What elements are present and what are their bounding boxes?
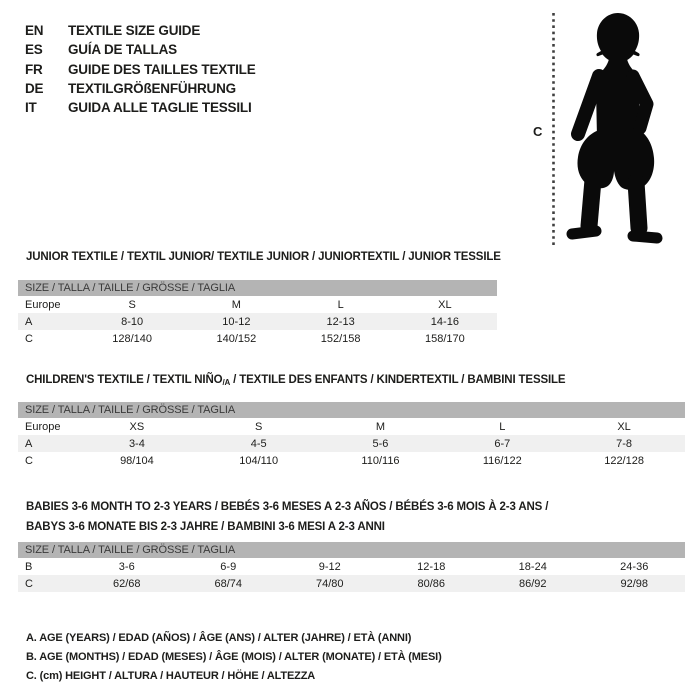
size-cell: 7-8 xyxy=(616,437,633,450)
lang-title: GUIDE DES TAILLES TEXTILE xyxy=(68,61,256,77)
lang-code: EN xyxy=(25,23,44,38)
size-cell: 14-16 xyxy=(430,315,459,328)
lang-code: IT xyxy=(25,100,37,116)
junior-textile-title: JUNIOR TEXTILE / TEXTIL JUNIOR/ TEXTILE JUNIOR / JUNIORTEXTIL / JUNIOR TESSILE xyxy=(26,251,501,263)
lang-row-en xyxy=(25,21,256,40)
row-label: Europe xyxy=(25,298,61,311)
size-cell: M xyxy=(375,420,386,433)
table-row-age xyxy=(18,313,497,330)
size-cell: 18-24 xyxy=(518,560,547,573)
title-text: CHILDREN'S TEXTILE / TEXTIL NIÑO xyxy=(26,374,223,386)
lang-row-it xyxy=(25,98,256,117)
row-label: C xyxy=(25,332,33,345)
lang-title: GUIDA ALLE TAGLIE TESSILI xyxy=(68,100,252,116)
lang-code: FR xyxy=(25,61,43,77)
height-measure-figure xyxy=(528,8,696,256)
lang-title: TEXTILGRÖßENFÜHRUNG xyxy=(68,80,236,96)
footnote-age-months: B. AGE (MONTHS) / EDAD (MESES) / ÂGE (MOIS) / ALTER (MONATE) / ETÀ (MESI) xyxy=(26,651,442,663)
lang-row-de xyxy=(25,79,256,98)
footnote-age-years: A. AGE (YEARS) / EDAD (AÑOS) / ÂGE (ANS) / ALTER (JAHRE) / ETÀ (ANNI) xyxy=(26,632,412,644)
lang-row-fr xyxy=(25,60,256,79)
row-label: A xyxy=(25,437,33,450)
size-cell: M xyxy=(231,298,241,311)
toddler-silhouette xyxy=(572,13,657,238)
size-cell: 8-10 xyxy=(121,315,144,328)
size-cell: 3-4 xyxy=(128,437,145,450)
size-cell: 80/86 xyxy=(417,577,446,590)
table-row-age xyxy=(18,435,685,452)
size-header-band: SIZE / TALLA / TAILLE / GRÖSSE / TAGLIA xyxy=(18,542,685,558)
table-row-height xyxy=(18,575,685,592)
size-cell: 128/140 xyxy=(112,332,152,345)
table-row-europe xyxy=(18,296,497,313)
babies-textile-title xyxy=(26,497,548,537)
junior-textile-table xyxy=(18,280,497,347)
size-cell: XS xyxy=(129,420,145,433)
size-cell: S xyxy=(128,298,136,311)
lang-code: ES xyxy=(25,42,43,58)
size-cell: 104/110 xyxy=(239,454,279,467)
table-row-months xyxy=(18,558,685,575)
height-measure-label: C xyxy=(533,124,543,139)
size-cell: 152/158 xyxy=(320,332,361,345)
table-row-europe xyxy=(18,418,685,435)
size-cell: 68/74 xyxy=(214,577,243,590)
size-cell: 86/92 xyxy=(518,577,547,590)
childrens-textile-table xyxy=(18,402,685,469)
size-cell: 4-5 xyxy=(250,437,267,450)
size-cell: L xyxy=(499,420,506,433)
toddler-silhouette-graphic xyxy=(528,8,696,256)
size-cell: XL xyxy=(438,298,452,311)
row-label: A xyxy=(25,315,33,328)
size-cell: 3-6 xyxy=(118,560,135,573)
language-title-list xyxy=(25,21,256,117)
size-cell: 122/128 xyxy=(604,454,644,467)
title-text: / TEXTILE DES ENFANTS / KINDERTEXTIL / BAMBINI TESSILE xyxy=(230,374,566,386)
title-subscript: /A xyxy=(222,378,231,387)
size-cell: 9-12 xyxy=(318,560,341,573)
size-header-band: SIZE / TALLA / TAILLE / GRÖSSE / TAGLIA xyxy=(18,402,685,418)
size-cell: 116/122 xyxy=(482,454,522,467)
size-cell: 24-36 xyxy=(620,560,649,573)
lang-title: GUÍA DE TALLAS xyxy=(68,42,177,58)
size-cell: 74/80 xyxy=(315,577,344,590)
row-label: Europe xyxy=(25,420,61,433)
babies-textile-table xyxy=(18,542,685,592)
size-cell: 6-7 xyxy=(494,437,511,450)
row-label: C xyxy=(25,577,33,590)
size-cell: 140/152 xyxy=(216,332,257,345)
size-cell: L xyxy=(337,298,344,311)
table-row-height xyxy=(18,330,497,347)
size-header-band: SIZE / TALLA / TAILLE / GRÖSSE / TAGLIA xyxy=(18,280,497,296)
size-cell: S xyxy=(255,420,263,433)
footnote-height: C. (cm) HEIGHT / ALTURA / HAUTEUR / HÖHE / ALTEZZA xyxy=(26,670,316,682)
childrens-textile-title xyxy=(26,374,565,387)
size-cell: 98/104 xyxy=(120,454,154,467)
row-label: B xyxy=(25,560,33,573)
babies-title-line1: BABIES 3-6 MONTH TO 2-3 YEARS / BEBÉS 3-6 MESES A 2-3 AÑOS / BÉBÉS 3-6 MOIS À 2-3 ANS / xyxy=(26,501,549,513)
size-cell: XL xyxy=(617,420,631,433)
footnote-legend xyxy=(26,629,442,686)
size-cell: 92/98 xyxy=(620,577,649,590)
size-cell: 12-13 xyxy=(326,315,355,328)
size-cell: 110/116 xyxy=(361,454,400,467)
size-cell: 5-6 xyxy=(372,437,389,450)
lang-title: TEXTILE SIZE GUIDE xyxy=(68,23,201,38)
table-row-height xyxy=(18,452,685,469)
size-cell: 10-12 xyxy=(222,315,251,328)
lang-code: DE xyxy=(25,80,44,96)
size-cell: 158/170 xyxy=(424,332,465,345)
size-cell: 62/68 xyxy=(112,577,141,590)
size-cell: 12-18 xyxy=(417,560,446,573)
lang-row-es xyxy=(25,40,256,59)
size-cell: 6-9 xyxy=(220,560,237,573)
row-label: C xyxy=(25,454,33,467)
babies-title-line2: BABYS 3-6 MONATE BIS 2-3 JAHRE / BAMBINI 3-6 MESI A 2-3 ANNI xyxy=(26,521,385,533)
